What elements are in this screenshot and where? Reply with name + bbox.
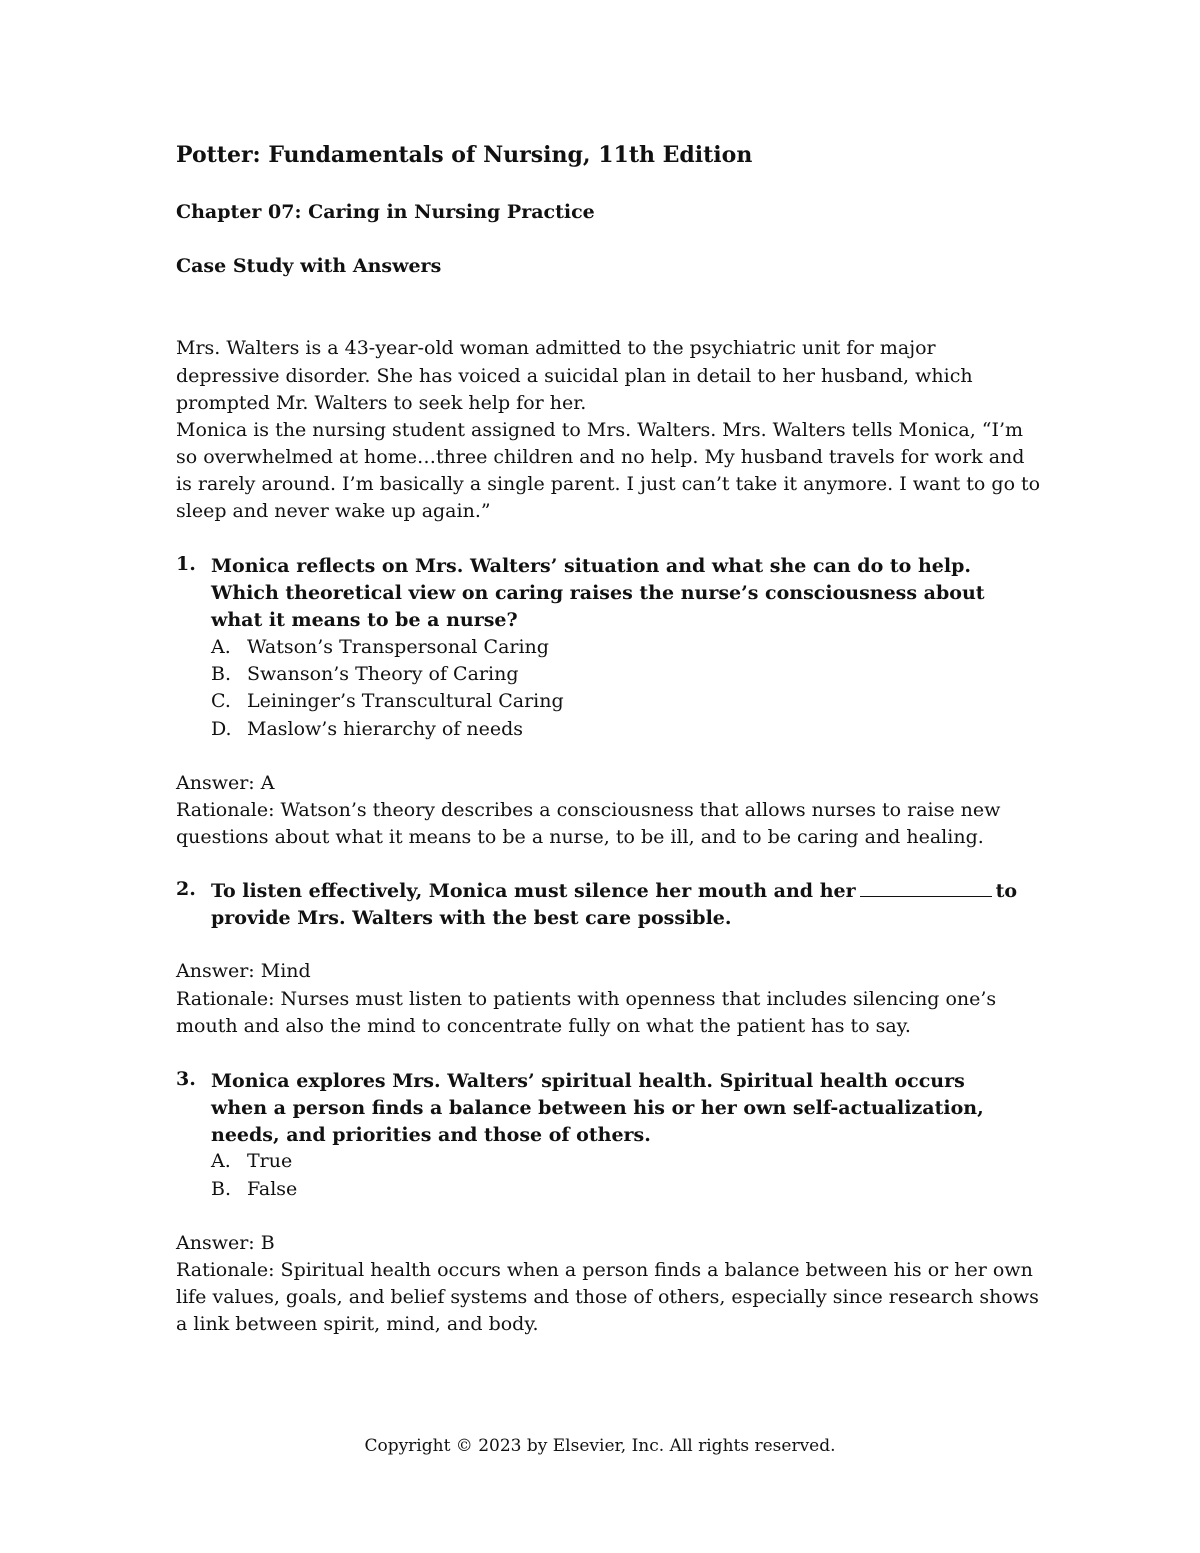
question-text <box>211 878 1021 905</box>
rationale-line: questions about what it means to be a nurse, to be ill, and to be caring and healing. <box>176 826 984 848</box>
section-subtitle: Case Study with Answers <box>176 255 442 277</box>
option-b <box>211 661 518 688</box>
question-text-after: to <box>995 880 1018 902</box>
rationale-line: mouth and also the mind to concentrate fully on what the patient has to say. <box>176 1015 911 1037</box>
chapter-heading: Chapter 07: Caring in Nursing Practice <box>176 201 595 223</box>
rationale-line: Rationale: Spiritual health occurs when a person finds a balance between his or her own <box>176 1259 1033 1281</box>
scenario-line: so overwhelmed at home…three children and no help. My husband travels for work and <box>176 446 1025 468</box>
scenario-line: depressive disorder. She has voiced a suicidal plan in detail to her husband, which <box>176 365 973 387</box>
rationale-line: life values, goals, and belief systems and those of others, especially since research shows <box>176 1286 1039 1308</box>
option-c <box>211 688 564 715</box>
answer-line: Answer: Mind <box>176 960 311 982</box>
question-number: 3. <box>176 1068 196 1090</box>
question-text-continued: provide Mrs. Walters with the best care possible. <box>211 907 732 929</box>
rationale-line: a link between spirit, mind, and body. <box>176 1313 539 1335</box>
scenario-line: Mrs. Walters is a 43-year-old woman admitted to the psychiatric unit for major <box>176 337 936 359</box>
option-letter: C. <box>211 690 231 712</box>
question-text: Monica reflects on Mrs. Walters’ situation and what she can do to help. Which theoretical view on caring raises the nurse’s consciousness about what it means to be a nurse? <box>211 555 985 631</box>
rationale-line: Rationale: Watson’s theory describes a consciousness that allows nurses to raise new <box>176 799 1001 821</box>
option-text: Maslow’s hierarchy of needs <box>247 718 523 740</box>
fill-in-blank <box>860 896 992 897</box>
option-letter: D. <box>211 718 232 740</box>
option-letter: A. <box>211 636 231 658</box>
option-a <box>211 1148 292 1175</box>
copyright-footer: Copyright © 2023 by Elsevier, Inc. All rights reserved. <box>364 1436 836 1456</box>
document-title: Potter: Fundamentals of Nursing, 11th Edition <box>176 142 753 168</box>
question-number: 1. <box>176 553 196 575</box>
question-number: 2. <box>176 878 196 900</box>
scenario-line: prompted Mr. Walters to seek help for her. <box>176 392 587 414</box>
option-letter: B. <box>211 1178 232 1200</box>
rationale-line: Rationale: Nurses must listen to patients with openness that includes silencing one’s <box>176 988 997 1010</box>
option-text: Swanson’s Theory of Caring <box>247 663 519 685</box>
option-text: Leininger’s Transcultural Caring <box>247 690 564 712</box>
option-letter: B. <box>211 663 232 685</box>
answer-line: Answer: A <box>176 772 275 794</box>
option-text: True <box>247 1150 293 1172</box>
option-text: False <box>247 1178 298 1200</box>
scenario-line: is rarely around. I’m basically a single parent. I just can’t take it anymore. I want to go to <box>176 473 1041 495</box>
option-d <box>211 716 523 743</box>
option-b <box>211 1176 297 1203</box>
question-text: Monica explores Mrs. Walters’ spiritual health. Spiritual health occurs when a person finds a balance between his or her own self-actualization, needs, and priorities and those of others. <box>211 1070 984 1146</box>
question-text-before: To listen effectively, Monica must silence her mouth and her <box>211 880 856 902</box>
option-text: Watson’s Transpersonal Caring <box>247 636 549 658</box>
answer-line: Answer: B <box>176 1232 275 1254</box>
option-letter: A. <box>211 1150 231 1172</box>
scenario-line: Monica is the nursing student assigned to Mrs. Walters. Mrs. Walters tells Monica, “I’m <box>176 419 1024 441</box>
scenario-line: sleep and never wake up again.” <box>176 500 491 522</box>
option-a <box>211 634 549 661</box>
